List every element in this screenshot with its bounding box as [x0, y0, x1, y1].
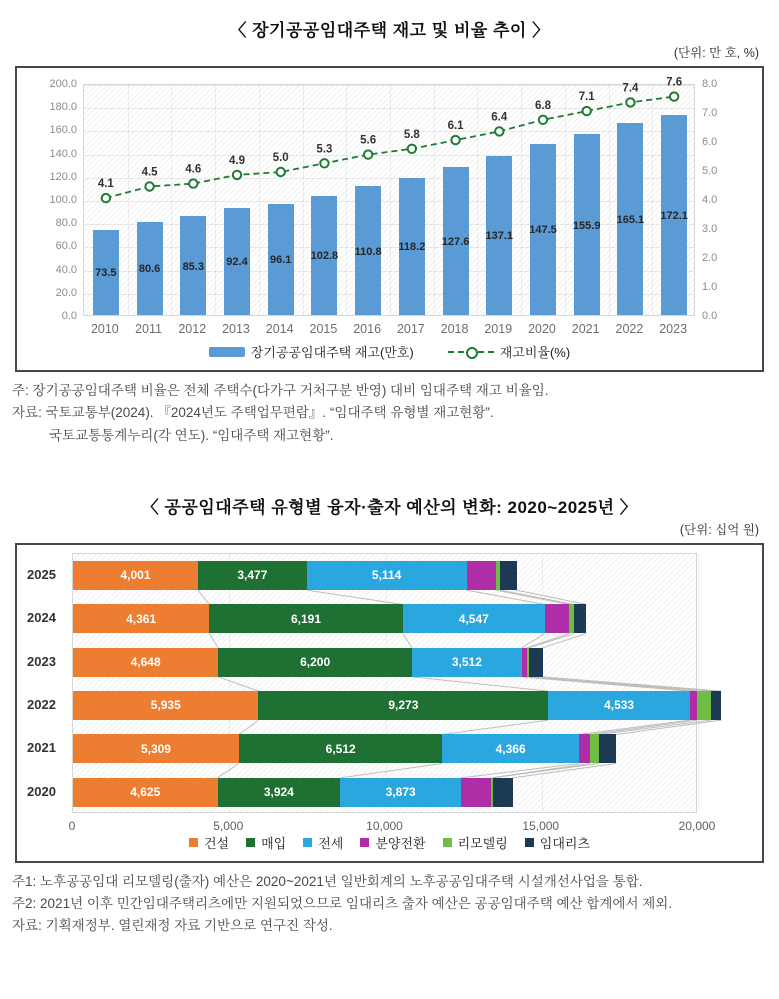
axis-tick-label: 8.0: [702, 78, 718, 90]
axis-tick-label: 1.0: [702, 281, 718, 293]
axis-tick-label: 80.0: [55, 217, 77, 230]
x-axis-tick-label: 10,000: [366, 818, 403, 833]
segment-value-label: 6,512: [325, 741, 356, 756]
year-label: 2021: [27, 740, 56, 756]
line-value-label: 6.1: [447, 120, 464, 133]
chart1-x-axis: [83, 322, 695, 340]
legend-item: [448, 342, 570, 361]
stacked-segment: [697, 691, 711, 720]
stacked-segment: [442, 734, 578, 763]
legend-dashed-line-swatch: [448, 346, 494, 358]
year-label: 2025: [27, 566, 56, 582]
legend-label: 재고비율(%): [499, 345, 571, 360]
axis-tick-label: 2.0: [702, 252, 718, 264]
segment-value-label: 4,533: [604, 698, 635, 713]
segment-value-label: 3,924: [263, 785, 294, 800]
legend-square-swatch: [360, 838, 369, 847]
line-value-label: 5.0: [272, 152, 289, 164]
line-marker: [364, 150, 372, 158]
axis-tick-label: 200.0: [49, 78, 77, 90]
x-axis-tick-label: 2012: [178, 322, 207, 336]
stacked-segment: [579, 734, 590, 763]
stacked-segment: [500, 561, 516, 590]
chart1-notes: [12, 380, 779, 447]
line-value-label: 4.5: [141, 166, 158, 179]
stacked-segment: [73, 648, 218, 677]
chart1-title: 〈 장기공공임대주택 재고 및 비율 추이 〉: [229, 21, 550, 40]
stacked-segment: [529, 648, 543, 677]
year-label: 2022: [27, 696, 56, 712]
x-axis-tick-label: 2019: [484, 322, 513, 336]
bar-value-label: 172.1: [660, 210, 688, 223]
x-axis-tick-label: 2013: [222, 322, 250, 336]
chart2-source-line: 자료: 기획재정부. 열린재정 자료 기반으로 연구진 작성.: [12, 918, 333, 934]
legend-square-swatch: [443, 838, 452, 847]
chart2-unit-label: (단위: 십억 원): [679, 522, 759, 537]
segment-value-label: 9,273: [388, 698, 419, 713]
bar-value-label: 147.5: [529, 224, 557, 237]
segment-value-label: 4,366: [495, 741, 526, 756]
line-marker: [145, 182, 153, 190]
chart2-notes: [12, 871, 779, 938]
chart2-title: 〈 공공임대주택 유형별 융자·출자 예산의 변화: 2020~2025년 〉: [141, 497, 638, 517]
axis-tick-label: 40.0: [55, 263, 77, 276]
line-marker: [102, 194, 110, 202]
chart1-figure: [15, 66, 764, 372]
bar-value-label: 137.1: [485, 230, 514, 243]
chart1-legend: [17, 342, 762, 361]
segment-value-label: 3,477: [237, 568, 268, 583]
bar-value-label: 155.9: [572, 219, 601, 232]
legend-label: 건설: [203, 835, 230, 851]
legend-label: 전세: [318, 835, 344, 851]
legend-item: [360, 833, 425, 852]
chart1-note-line: 주: 장기공공임대주택 비율은 전체 주택수(다가구 거처구분 반영) 대비 임대주택 재고 비율임.: [12, 383, 549, 398]
stacked-segment: [467, 561, 497, 590]
segment-value-label: 4,648: [130, 655, 161, 670]
stacked-segment: [73, 778, 218, 807]
axis-tick-label: 5.0: [702, 165, 718, 177]
bar-value-label: 102.8: [310, 250, 339, 263]
x-axis-tick-label: 20,000: [678, 818, 716, 833]
segment-value-label: 5,309: [140, 741, 171, 756]
chart1-source-line: 자료: 국토교통부(2024). 『2024년도 주택업무편람』. “임대주택 유형별 재고현황”.: [12, 405, 494, 421]
stacked-segment: [198, 561, 307, 590]
legend-item: [303, 833, 343, 852]
line-marker: [233, 171, 241, 179]
chart1-plot-area: [83, 76, 695, 316]
bar-value-label: 110.8: [354, 245, 382, 258]
x-axis-tick-label: 5,000: [213, 818, 244, 833]
chart2-plot-area: [72, 553, 697, 813]
line-marker: [451, 136, 459, 144]
axis-tick-label: 180.0: [49, 101, 77, 114]
legend-label: 장기공공임대주택 재고(만호): [250, 345, 414, 360]
line-marker: [320, 159, 328, 167]
segment-value-label: 4,361: [126, 611, 157, 626]
x-axis-tick-label: 2023: [659, 322, 688, 336]
axis-tick-label: 7.0: [702, 107, 718, 119]
axis-tick-label: 4.0: [702, 194, 718, 206]
year-label: 2020: [27, 783, 56, 799]
stacked-segment: [218, 778, 341, 807]
x-axis-tick-label: 2022: [615, 322, 644, 336]
stacked-segment: [574, 604, 586, 633]
axis-tick-label: 160.0: [49, 124, 77, 137]
chart1-right-axis: [702, 68, 752, 370]
chart1-left-axis: [17, 68, 77, 370]
bar-value-label: 96.1: [269, 254, 292, 267]
axis-tick-label: 3.0: [702, 223, 718, 235]
segment-value-label: 3,512: [451, 655, 482, 670]
stacked-segment: [218, 648, 412, 677]
series-connector-lines: [73, 554, 698, 814]
stacked-segment: [403, 604, 545, 633]
x-axis-tick-label: 2010: [90, 322, 119, 336]
chart2-year-axis: [27, 553, 68, 813]
bar-value-label: 165.1: [616, 214, 645, 227]
legend-circle-marker-icon: [466, 347, 478, 359]
stacked-segment: [239, 734, 443, 763]
x-axis-tick-label: 2020: [528, 322, 556, 336]
line-marker: [189, 179, 197, 187]
stacked-segment: [599, 734, 616, 763]
stacked-segment: [545, 604, 569, 633]
legend-bar-swatch: [209, 347, 245, 357]
stacked-segment: [493, 778, 513, 807]
line-value-label: 6.4: [491, 111, 508, 124]
legend-label: 분양전환: [375, 835, 426, 851]
chart1-source-line: 국토교통통계누리(각 연도). “임대주택 재고현황”.: [49, 427, 334, 443]
bar-value-label: 92.4: [226, 256, 248, 269]
line-marker: [277, 168, 285, 176]
bar-value-label: 80.6: [138, 263, 161, 276]
legend-square-swatch: [246, 838, 255, 847]
axis-tick-label: 0.0: [61, 310, 77, 322]
line-marker: [495, 127, 503, 135]
line-marker: [583, 107, 591, 115]
line-marker: [539, 116, 547, 124]
segment-value-label: 4,547: [458, 611, 489, 626]
x-axis-tick-label: 2016: [353, 322, 382, 336]
axis-tick-label: 120.0: [49, 170, 77, 183]
line-value-label: 7.6: [666, 76, 683, 89]
x-axis-tick-label: 2015: [309, 322, 338, 336]
bar-value-label: 85.3: [182, 260, 204, 273]
stacked-segment: [548, 691, 690, 720]
chart2-note1-line: 주1: 노후공공임대 리모델링(출자) 예산은 2020~2021년 일반회계의 노후공공임대주택 시설개선사업을 통합.: [12, 873, 643, 889]
bar-value-label: 73.5: [95, 267, 117, 280]
line-value-label: 5.6: [360, 134, 377, 147]
segment-value-label: 5,935: [150, 698, 181, 713]
stacked-segment: [209, 604, 402, 633]
chart2-figure: [15, 543, 764, 863]
legend-label: 매입: [261, 835, 287, 851]
legend-square-swatch: [189, 838, 198, 847]
x-axis-tick-label: 2018: [440, 322, 469, 336]
segment-value-label: 6,191: [291, 611, 322, 626]
legend-square-swatch: [525, 838, 534, 847]
bar-value-label: 127.6: [441, 236, 470, 248]
chart2-note2-line: 주2: 2021년 이후 민간임대주택리츠에만 지원되었으므로 임대리츠 출자 예산은 공공임대주택 예산 합계에서 제외.: [12, 896, 673, 912]
x-axis-tick-label: 2011: [135, 322, 162, 336]
segment-value-label: 4,001: [120, 568, 151, 583]
x-axis-tick-label: 2017: [396, 322, 425, 336]
axis-tick-label: 60.0: [55, 240, 77, 253]
legend-item: [443, 833, 508, 852]
stacked-segment: [340, 778, 461, 807]
legend-label: 리모델링: [457, 835, 508, 851]
axis-tick-label: 6.0: [702, 136, 718, 148]
stacked-segment: [690, 691, 697, 720]
legend-item: [209, 342, 414, 361]
stacked-segment: [307, 561, 467, 590]
stacked-segment: [461, 778, 491, 807]
line-value-label: 4.1: [97, 178, 114, 191]
stacked-segment: [73, 734, 239, 763]
year-label: 2023: [27, 653, 56, 669]
segment-value-label: 5,114: [371, 568, 402, 583]
axis-tick-label: 140.0: [49, 147, 77, 160]
legend-item: [525, 833, 590, 852]
line-value-label: 4.6: [185, 163, 202, 176]
line-value-label: 4.9: [229, 154, 245, 167]
grid-line: [698, 554, 699, 812]
x-axis-tick-label: 2021: [571, 322, 600, 336]
x-axis-tick-label: 0: [68, 818, 76, 833]
stacked-segment: [590, 734, 599, 763]
bar-value-label: 118.2: [398, 241, 426, 254]
stacked-segment: [73, 604, 209, 633]
line-value-label: 6.8: [535, 99, 551, 112]
stacked-segment: [258, 691, 548, 720]
year-label: 2024: [27, 610, 56, 626]
legend-item: [189, 833, 229, 852]
line-marker: [670, 92, 678, 100]
line-value-label: 5.3: [316, 143, 333, 156]
legend-item: [246, 833, 286, 852]
segment-value-label: 3,873: [385, 785, 416, 800]
line-value-label: 7.4: [622, 82, 639, 95]
line-value-label: 7.1: [578, 91, 595, 104]
line-marker: [408, 145, 416, 153]
chart2-legend: [17, 833, 762, 852]
stacked-segment: [412, 648, 522, 677]
stacked-segment: [73, 561, 198, 590]
x-axis-tick-label: 2014: [265, 322, 294, 336]
axis-tick-label: 100.0: [49, 194, 77, 206]
stacked-segment: [711, 691, 721, 720]
chart1-unit-label: (단위: 만 호, %): [673, 46, 759, 60]
legend-label: 임대리츠: [539, 835, 591, 851]
axis-tick-label: 20.0: [55, 286, 77, 299]
axis-tick-label: 0.0: [702, 310, 718, 322]
line-marker: [626, 98, 634, 106]
legend-square-swatch: [303, 838, 312, 847]
ratio-line: [84, 76, 696, 317]
segment-value-label: 4,625: [130, 785, 161, 800]
stacked-segment: [73, 691, 258, 720]
x-axis-tick-label: 15,000: [522, 818, 560, 833]
line-value-label: 5.8: [403, 128, 420, 141]
segment-value-label: 6,200: [300, 655, 331, 670]
